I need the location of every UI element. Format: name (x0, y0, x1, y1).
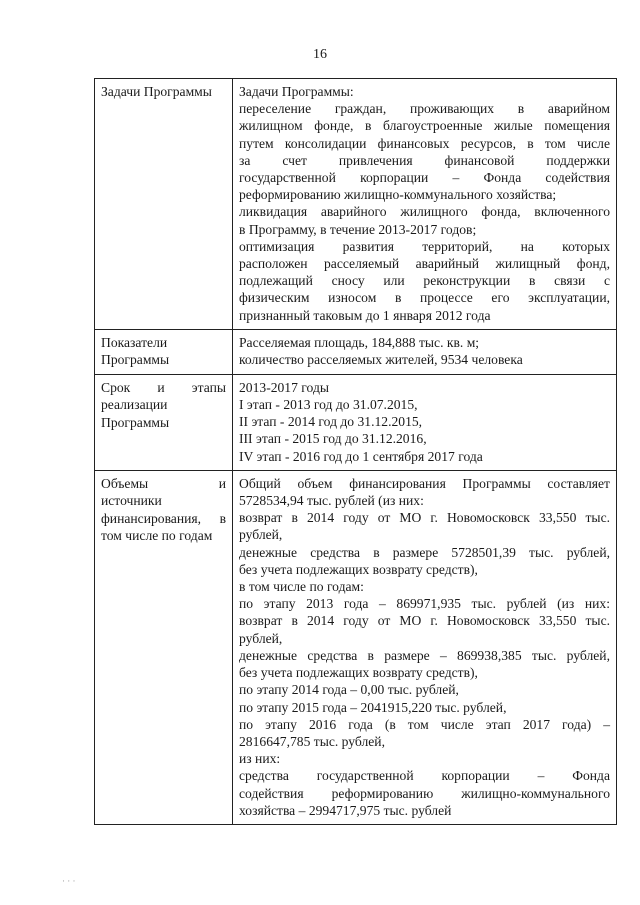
row-value-line: без учета подлежащих возврату средств), (239, 665, 478, 681)
row-value-line: из них: (239, 751, 281, 767)
row-value-line: ликвидация аварийного жилищного фонда, включенного (239, 204, 610, 220)
row-label-line: Задачи Программы (101, 84, 212, 99)
row-value-line: II этап - 2014 год до 31.12.2015, (239, 414, 423, 430)
row-value-line: IV этап - 2016 год до 1 сентября 2017 года (239, 448, 483, 464)
program-passport-table (94, 78, 617, 825)
row-value-cell (233, 374, 617, 470)
row-value-line: оптимизация развития территорий, на которых (239, 238, 610, 254)
row-value-line: признанный таковым до 1 января 2012 года (239, 307, 491, 323)
row-value-line: по этапу 2016 года (в том числе этап 2017 года) – (239, 716, 610, 732)
row-value-line: в том числе по годам: (239, 579, 364, 595)
row-label-line: том числе по годам (101, 528, 213, 544)
row-value-line: средства государственной корпорации – Фонда (239, 768, 610, 784)
row-value-line: в Программу, в течение 2013-2017 годов; (239, 221, 477, 237)
row-value-line: I этап - 2013 год до 31.07.2015, (239, 397, 418, 413)
row-value-line: Расселяемая площадь, 184,888 тыс. кв. м; (239, 334, 480, 350)
row-value-line: хозяйства – 2994717,975 тыс. рублей (239, 802, 452, 818)
table-body (95, 79, 617, 825)
row-value-line: III этап - 2015 год до 31.12.2016, (239, 431, 427, 447)
row-value-line: по этапу 2015 года – 2041915,220 тыс. рублей, (239, 699, 507, 715)
row-value-line: реформированию жилищно-коммунального хозяйства; (239, 187, 557, 203)
table-row (95, 79, 617, 330)
row-value-line: денежные средства в размере – 869938,385 тыс. рублей, (239, 647, 610, 663)
row-label-line: финансирования, в (101, 510, 226, 526)
row-value-line: 2816647,785 тыс. рублей, (239, 733, 385, 749)
row-label-line: источники (101, 493, 162, 509)
row-value-line: по этапу 2013 года – 869971,935 тыс. рублей (из них: (239, 596, 610, 612)
row-label-cell (95, 470, 233, 824)
row-value-line: возврат в 2014 году от МО г. Новомосковск 33,550 тыс. (239, 613, 610, 629)
row-value-line: рублей, (239, 527, 283, 543)
row-value-line: переселение граждан, проживающих в аварийном (239, 101, 610, 117)
row-value-line: подлежащий сносу или реконструкции в связи с (239, 273, 610, 289)
row-value-line: возврат в 2014 году от МО г. Новомосковск 33,550 тыс. (239, 510, 610, 526)
row-value-line: расположен расселяемый аварийный жилищный фонд, (239, 256, 610, 272)
row-value-cell (233, 329, 617, 374)
row-label-line: Объемы и (101, 475, 226, 491)
table-row (95, 374, 617, 470)
table-row (95, 470, 617, 824)
row-value-cell (233, 79, 617, 330)
row-value-line: по этапу 2014 года – 0,00 тыс. рублей, (239, 682, 459, 698)
row-label-line: реализации (101, 397, 168, 413)
row-value-line: физическим износом в процессе его эксплуатации, (239, 290, 610, 306)
row-value-line: количество расселяемых жителей, 9534 человека (239, 352, 523, 368)
row-label-cell (95, 79, 233, 330)
row-value-line: государственной корпорации – Фонда содействия (239, 170, 610, 186)
row-label-line: Программы (101, 414, 170, 430)
row-value-line: денежные средства в размере 5728501,39 тыс. рублей, (239, 544, 610, 560)
page-number: 16 (313, 47, 327, 62)
row-value-line: Общий объем финансирования Программы составляет (239, 475, 610, 491)
table-row (95, 329, 617, 374)
scan-mark: · · · (62, 876, 76, 886)
row-value-line: 2013-2017 годы (239, 379, 329, 395)
row-value-line: рублей, (239, 630, 283, 646)
row-label-cell (95, 374, 233, 470)
row-label-line: Программы (101, 352, 170, 368)
row-value-line: за счет привлечения финансовой поддержки (239, 152, 610, 168)
row-label-line: Показатели (101, 334, 168, 350)
row-label-line: Срок и этапы (101, 379, 226, 395)
row-value-cell (233, 470, 617, 824)
row-value-line: Задачи Программы: (239, 84, 354, 99)
row-value-line: содействия реформированию жилищно-коммунального (239, 785, 610, 801)
row-value-line: 5728534,94 тыс. рублей (из них: (239, 493, 424, 509)
row-value-line: без учета подлежащих возврату средств), (239, 561, 478, 577)
row-value-line: путем консолидации финансовых ресурсов, в том числе (239, 135, 610, 151)
row-value-line: жилищном фонде, в благоустроенные жилые помещения (239, 118, 610, 134)
row-label-cell (95, 329, 233, 374)
